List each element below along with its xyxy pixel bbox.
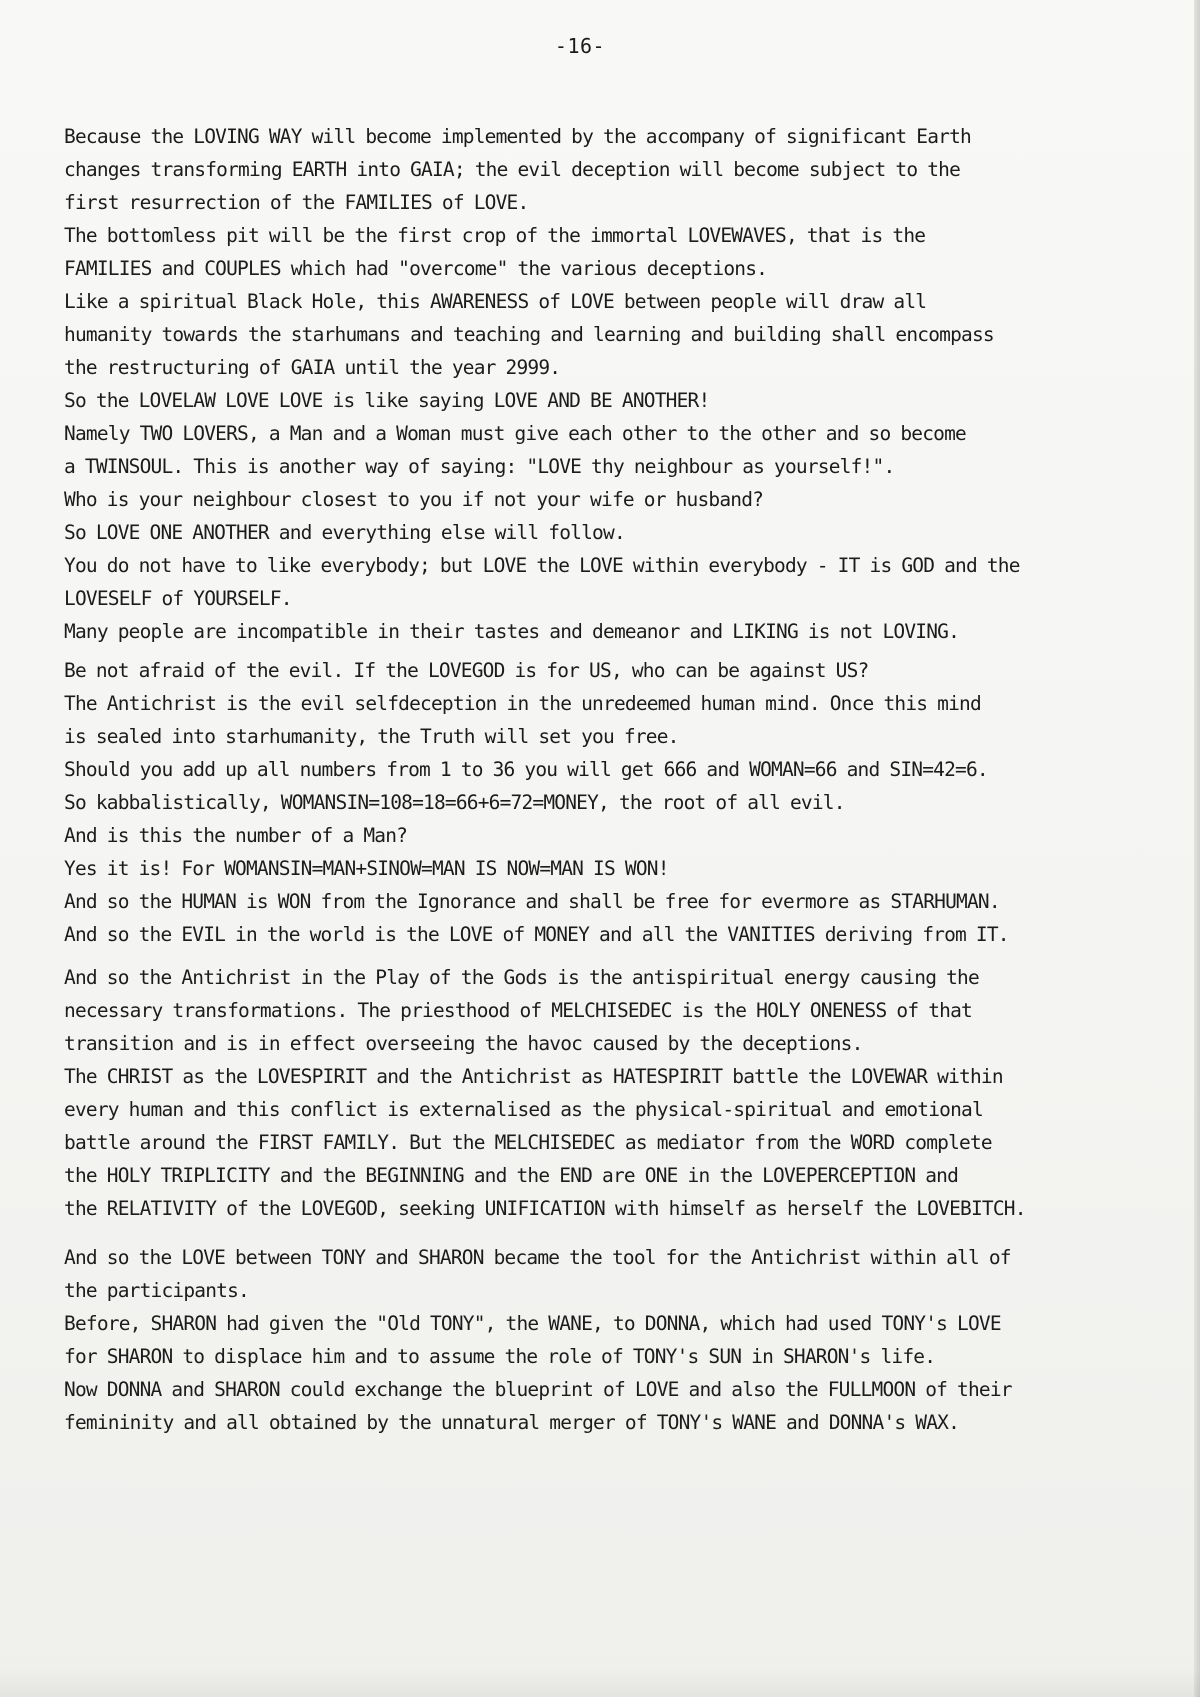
text-line: And so the Antichrist in the Play of the Gods is the antispiritual energy causing the <box>64 966 979 989</box>
text-line: And is this the number of a Man? <box>64 824 408 847</box>
text-line: Who is your neighbour closest to you if not your wife or husband? <box>64 488 764 511</box>
text-line: LOVESELF of YOURSELF. <box>64 587 292 610</box>
paragraph-block <box>64 1241 1144 1439</box>
body-text <box>64 120 1144 1439</box>
text-line: every human and this conflict is externalised as the physical-spiritual and emotional <box>64 1098 983 1121</box>
text-line: necessary transformations. The priesthood of MELCHISEDEC is the HOLY ONENESS of that <box>64 999 972 1022</box>
paragraph-block <box>64 654 1144 951</box>
text-line: So the LOVELAW LOVE LOVE is like saying LOVE AND BE ANOTHER! <box>64 389 710 412</box>
text-line: battle around the FIRST FAMILY. But the MELCHISEDEC as mediator from the WORD complete <box>64 1131 992 1154</box>
text-line: FAMILIES and COUPLES which had "overcome" the various deceptions. <box>64 257 768 280</box>
page-edge-shadow <box>1194 0 1200 1697</box>
text-line: Before, SHARON had given the "Old TONY", the WANE, to DONNA, which had used TONY's LOVE <box>64 1312 1001 1335</box>
text-line: Yes it is! For WOMANSIN=MAN+SINOW=MAN IS NOW=MAN IS WON! <box>64 857 669 880</box>
text-line: humanity towards the starhumans and teaching and learning and building shall encompass <box>64 323 994 346</box>
text-line: Be not afraid of the evil. If the LOVEGOD is for US, who can be against US? <box>64 659 869 682</box>
text-line: first resurrection of the FAMILIES of LOVE. <box>64 191 529 214</box>
text-line: The Antichrist is the evil selfdeception in the unredeemed human mind. Once this mind <box>64 692 981 715</box>
paragraph-gap <box>64 1225 1144 1241</box>
text-line: for SHARON to displace him and to assume the role of TONY's SUN in SHARON's life. <box>64 1345 936 1368</box>
paragraph-block <box>64 961 1144 1225</box>
page-bottom-shadow <box>0 1669 1200 1697</box>
text-line: Many people are incompatible in their tastes and demeanor and LIKING is not LOVING. <box>64 620 960 643</box>
text-line: Namely TWO LOVERS, a Man and a Woman must give each other to the other and so become <box>64 422 966 445</box>
text-line: You do not have to like everybody; but LOVE the LOVE within everybody - IT is GOD and the <box>64 554 1020 577</box>
text-line: Now DONNA and SHARON could exchange the blueprint of LOVE and also the FULLMOON of their <box>64 1378 1012 1401</box>
text-line: And so the EVIL in the world is the LOVE of MONEY and all the VANITIES deriving from IT. <box>64 923 1009 946</box>
text-line: And so the HUMAN is WON from the Ignorance and shall be free for evermore as STARHUMAN. <box>64 890 1000 913</box>
text-line: The CHRIST as the LOVESPIRIT and the Antichrist as HATESPIRIT battle the LOVEWAR within <box>64 1065 1003 1088</box>
text-line: a TWINSOUL. This is another way of saying: "LOVE thy neighbour as yourself!". <box>64 455 895 478</box>
text-line: And so the LOVE between TONY and SHARON became the tool for the Antichrist within all of <box>64 1246 1011 1269</box>
paragraph-gap <box>64 951 1144 961</box>
text-line: The bottomless pit will be the first crop of the immortal LOVEWAVES, that is the <box>64 224 926 247</box>
text-line: Like a spiritual Black Hole, this AWARENESS of LOVE between people will draw all <box>64 290 927 313</box>
text-line: So LOVE ONE ANOTHER and everything else will follow. <box>64 521 625 544</box>
text-line: changes transforming EARTH into GAIA; the evil deception will become subject to the <box>64 158 961 181</box>
text-line: the restructuring of GAIA until the year 2999. <box>64 356 561 379</box>
text-line: Should you add up all numbers from 1 to 36 you will get 666 and WOMAN=66 and SIN=42=6. <box>64 758 988 781</box>
text-line: the participants. <box>64 1279 249 1302</box>
text-line: Because the LOVING WAY will become implemented by the accompany of significant Earth <box>64 125 971 148</box>
paragraph-block <box>64 120 1144 648</box>
page-number: -16- <box>554 34 606 58</box>
text-line: is sealed into starhumanity, the Truth will set you free. <box>64 725 679 748</box>
text-line: So kabbalistically, WOMANSIN=108=18=66+6=72=MONEY, the root of all evil. <box>64 791 845 814</box>
text-line: femininity and all obtained by the unnatural merger of TONY's WANE and DONNA's WAX. <box>64 1411 960 1434</box>
text-line: the HOLY TRIPLICITY and the BEGINNING and the END are ONE in the LOVEPERCEPTION and <box>64 1164 959 1187</box>
text-line: transition and is in effect overseeing the havoc caused by the deceptions. <box>64 1032 863 1055</box>
text-line: the RELATIVITY of the LOVEGOD, seeking UNIFICATION with himself as herself the LOVEBITCH. <box>64 1197 1026 1220</box>
